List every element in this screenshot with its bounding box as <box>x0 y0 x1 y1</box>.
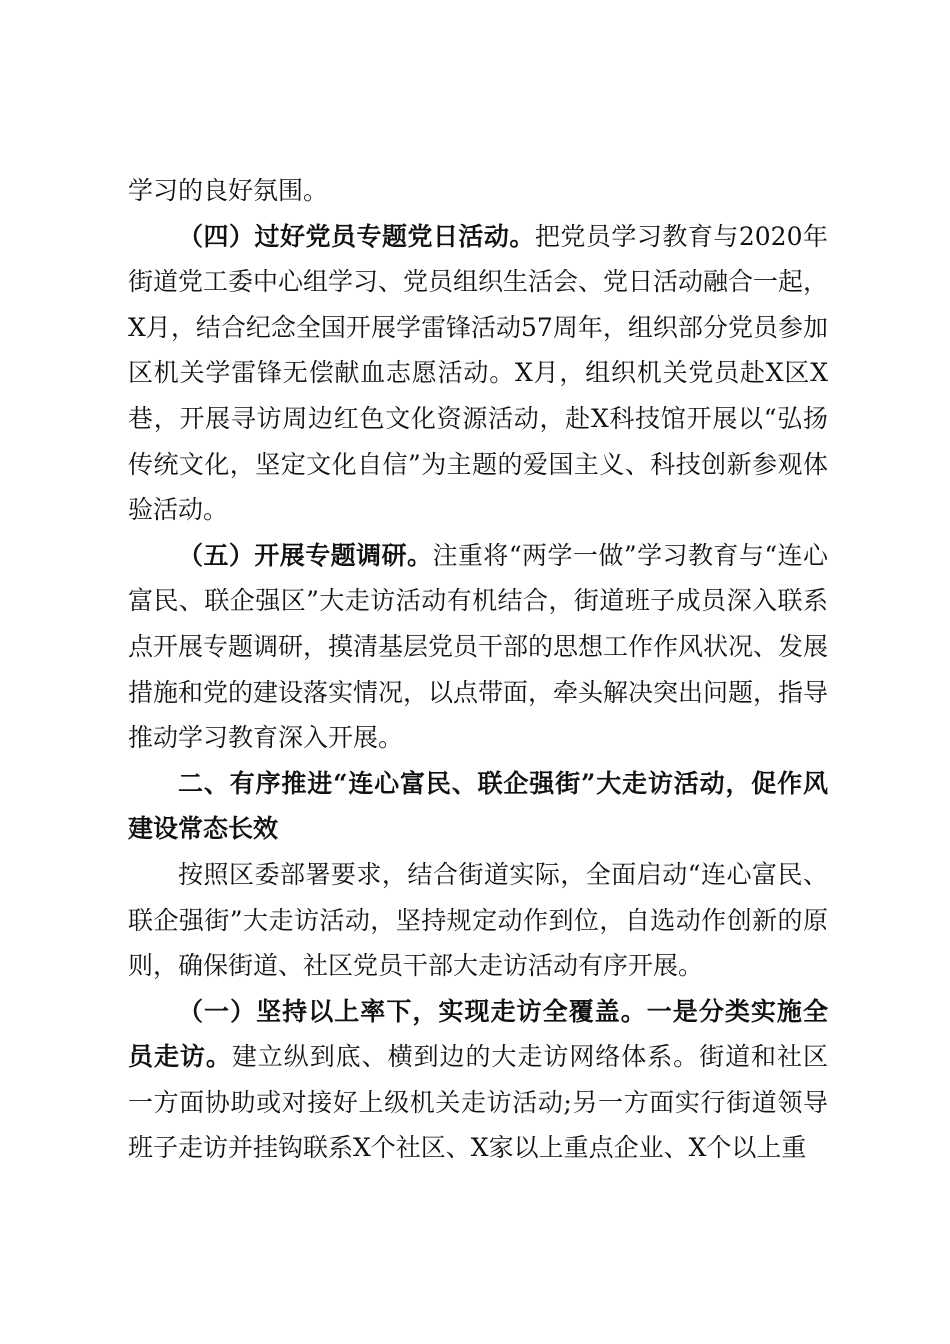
paragraph-party-day <box>128 214 828 533</box>
bold-lead-text: 一是分类实施全员走访。 <box>128 996 828 1072</box>
document-page <box>128 168 828 1171</box>
section-heading <box>128 761 828 852</box>
section-subheading: （四）过好党员专题党日活动。 <box>178 221 535 251</box>
section-heading-text: 二、有序推进“连心富民、联企强街”大走访活动，促作风建设常态长效 <box>128 768 828 844</box>
paragraph-text: 学习的良好氛围。 <box>128 176 329 205</box>
paragraph-text: 注重将“两学一做”学习教育与“连心富民、联企强区”大走访活动有机结合，街道班子成员深入联系点开展专题调研，摸清基层党员干部的思想工作作风状况、发展措施和党的建设落实情况，以点带面，牵头解决突出问题，指导推动学习教育深入开展。 <box>128 540 829 753</box>
paragraph-text: 建立纵到底、横到边的大走访网络体系。街道和社区一方面协助或对接好上级机关走访活动;另一方面实行街道领导班子走访并挂钩联系X个社区、X家以上重点企业、X个以上重 <box>128 1042 828 1163</box>
section-subheading: （五）开展专题调研。 <box>178 540 433 570</box>
section-subheading: （一）坚持以上率下，实现走访全覆盖。 <box>178 996 647 1026</box>
paragraph-research <box>128 533 828 761</box>
paragraph-visit-intro <box>128 852 828 989</box>
paragraph-continuation <box>128 168 828 214</box>
paragraph-visit-coverage <box>128 989 828 1171</box>
paragraph-text: 按照区委部署要求，结合街道实际，全面启动“连心富民、联企强街”大走访活动，坚持规定动作到位，自选动作创新的原则，确保街道、社区党员干部大走访活动有序开展。 <box>128 859 828 981</box>
paragraph-text: 把党员学习教育与2020年街道党工委中心组学习、党员组织生活会、党日活动融合一起，X月，结合纪念全国开展学雷锋活动57周年，组织部分党员参加区机关学雷锋无偿献血志愿活动。X月，组织机关党员赴X区X巷，开展寻访周边红色文化资源活动，赴X科技馆开展以“弘扬传统文化，坚定文化自信”为主题的爱国主义、科技创新参观体验活动。 <box>128 221 829 525</box>
